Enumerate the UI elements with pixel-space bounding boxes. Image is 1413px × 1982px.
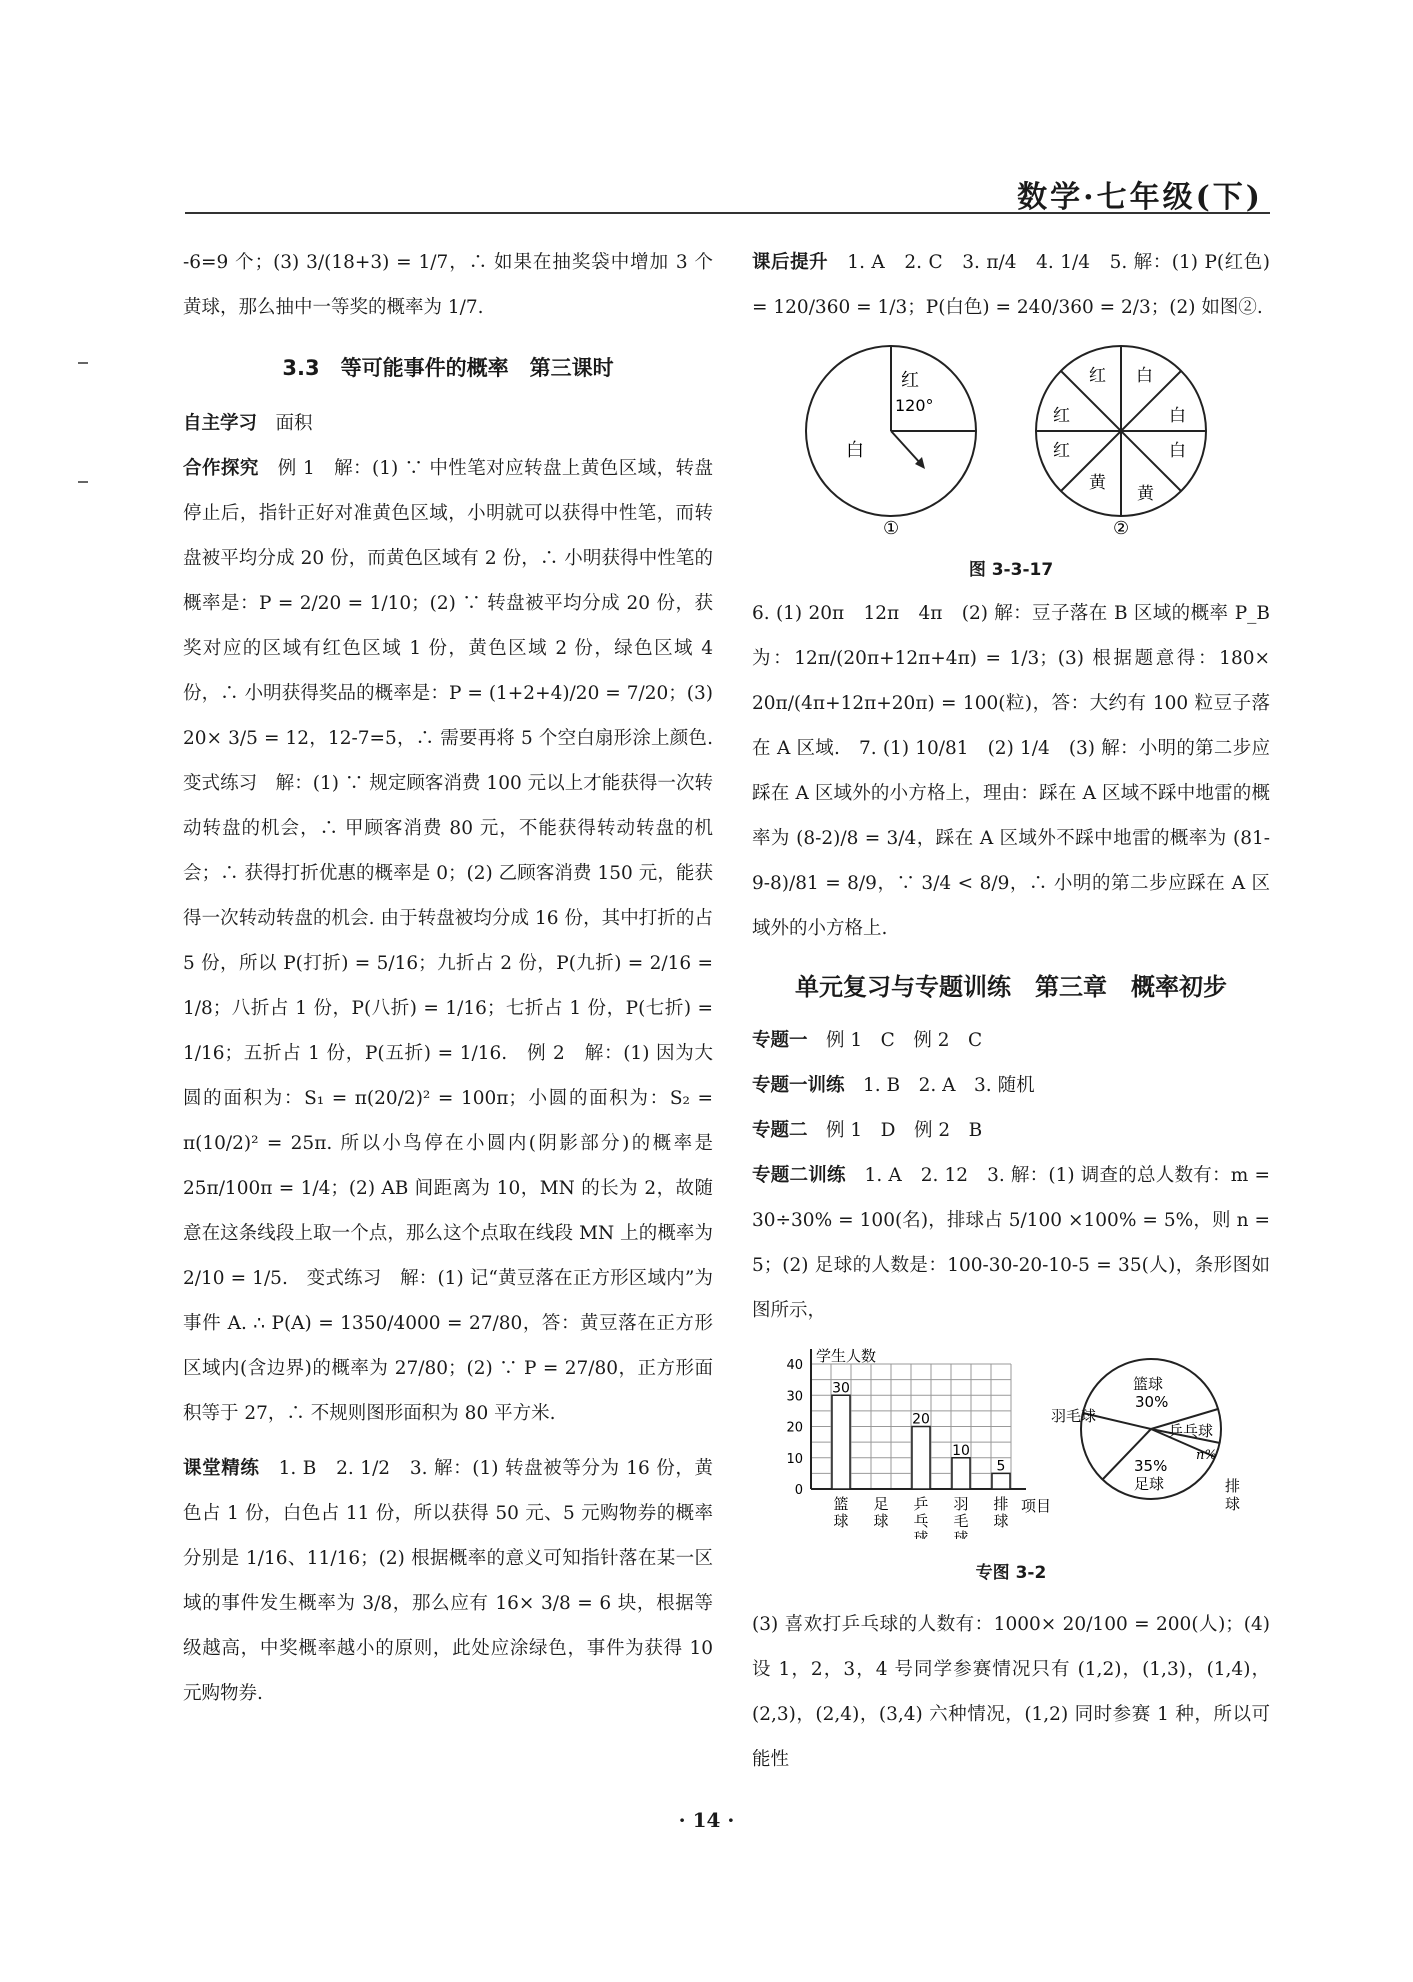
self-study-text: 面积 <box>257 413 313 434</box>
topic-1-text: 例 1 C 例 2 C <box>807 1030 983 1051</box>
bar-chart <box>786 1347 1051 1539</box>
spinner-2 <box>1036 346 1206 536</box>
x-tick-label: 足 <box>873 1495 889 1513</box>
x-tick-label: 球 <box>873 1512 889 1530</box>
chart-caption: 专图 3-2 <box>975 1563 1047 1583</box>
spinner-2-label: 白 <box>1169 406 1186 426</box>
spinner-1-angle: 120° <box>895 396 934 415</box>
spinner-figure <box>752 336 1270 553</box>
bar-value-label: 30 <box>832 1380 850 1397</box>
pie-label-basketball: 篮球 <box>1133 1375 1164 1393</box>
x-tick-label: 羽 <box>953 1495 969 1513</box>
section-title: 3.3 等可能事件的概率 第三课时 <box>282 356 614 380</box>
topic-1-label: 专题一 <box>752 1030 808 1051</box>
bar <box>952 1458 970 1489</box>
left-paragraph-2 <box>183 446 732 1436</box>
spinner-diagram <box>791 336 1231 536</box>
margin-mark <box>78 362 88 364</box>
label-classroom: 课堂精练 <box>183 1458 260 1479</box>
x-tick-label: 乒 <box>913 1495 929 1513</box>
statistics-figure <box>752 1339 1270 1556</box>
right-paragraph-1 <box>752 240 1270 330</box>
spinner-2-label: 白 <box>1169 441 1186 461</box>
header-rule <box>185 212 1270 214</box>
x-tick-label: 球 <box>913 1529 929 1539</box>
right-paragraph-end: (3) 喜欢打乒乓球的人数有：1000× 20/100 = 200(人)；(4) 设 1，2，3，4 号同学参赛情况只有 (1,2)，(1,3)，(1,4)，(2,3)，(2,4)，(3,4) 六种情况，(1,2) 同时参赛 1 种，所以可能性 <box>752 1614 1270 1770</box>
bar <box>992 1473 1010 1489</box>
bar <box>912 1427 930 1490</box>
cooperative-text: 例 1 解：(1) ∵ 中性笔对应转盘上黄色区域，转盘停止后，指针正好对准黄色区域，小明就可以获得中性笔，而转盘被平均分成 20 份，而黄色区域有 2 份，∴ 小明获得中性笔的概率是：P = 2/20 = 1/10；(2) ∵ 转盘被平均分成 20 份，获奖对应的区域有红色区域 1 份，黄色区域 2 份，绿色区域 4 份，∴ 小明获得奖品的概率是：P = (1+2+4)/20 = 7/20；(3) 20× 3/5 = 12，12-7=5，∴ 需要再将 5 个空白扇形涂上颜色. 变式练习 解：(1) ∵ 规定顾客消费 100 元以上才能获得一次转动转盘的机会，∴ 甲顾客消费 80 元，不能获得转动转盘的机会；∴ 获得打折优惠的概率是 0；(2) 乙顾客消费 150 元，能获得一次转动转盘的机会. 由于转盘被均分成 16 份，其中打折的占 5 份，所以 P(打折) = 5/16；九折占 2 份，P(九折) = 2/16 = 1/8；八折占 1 份，P(八折) = 1/16；七折占 1 份，P(七折) = 1/16；五折占 1 份，P(五折) = 1/16. 例 2 解：(1) 因为大圆的面积为：S₁ = π(20/2)² = 100π；小圆的面积为：S₂ = π(10/2)² = 25π. 所以小鸟停在小圆内(阴影部分)的概率是 25π/100π = 1/4；(2) AB 间距离为 10，MN 的长为 2，故随意在这条线段上取一个点，那么这个点取在线段 MN 上的概率为 2/10 = 1/5. 变式练习 解：(1) 记“黄豆落在正方形区域内”为事件 A. ∴ P(A) = 1350/4000 = 27/80，答：黄豆落在正方形区域内(含边界)的概率为 27/80；(2) ∵ P = 27/80，正方形面积等于 27，∴ 不规则图形面积为 80 平方米. <box>183 458 732 1424</box>
spinner-2-label: 红 <box>1053 406 1070 426</box>
y-axis-label: 学生人数 <box>816 1347 877 1365</box>
margin-mark <box>78 481 88 483</box>
spinner-2-number: ② <box>1113 518 1130 536</box>
after-class-text: 1. A 2. C 3. π/4 4. 1/4 5. 解：(1) P(红色) = 120/360 = 1/3；P(白色) = 240/360 = 2/3；(2) 如图②. <box>752 252 1270 318</box>
spinner-1-white: 白 <box>846 440 864 461</box>
figure-caption: 图 3-3-17 <box>968 560 1054 580</box>
label-cooperative: 合作探究 <box>183 458 259 479</box>
x-tick-label: 毛 <box>953 1512 969 1530</box>
y-tick-label: 10 <box>786 1451 803 1467</box>
bar <box>832 1395 850 1489</box>
pie-label-volleyball-2: 球 <box>1225 1495 1241 1513</box>
y-tick-label: 40 <box>786 1358 803 1373</box>
bar-value-label: 10 <box>952 1442 970 1459</box>
y-tick-label: 20 <box>786 1420 803 1436</box>
spinner-1-number: ① <box>883 518 900 536</box>
x-tick-label: 乓 <box>913 1512 929 1530</box>
topic-1-training-text: 1. B 2. A 3. 随机 <box>844 1075 1035 1096</box>
left-paragraph-0: -6=9 个；(3) 3/(18+3) = 1/7，∴ 如果在抽奖袋中增加 3 个黄球，那么抽中一等奖的概率为 1/7. <box>183 252 713 318</box>
label-self-study: 自主学习 <box>183 413 258 434</box>
topic-2 <box>752 1108 1270 1153</box>
x-tick-label: 球 <box>993 1512 1009 1530</box>
x-tick-label: 篮 <box>833 1495 849 1513</box>
pie-chart <box>1051 1359 1240 1513</box>
spinner-2-label: 白 <box>1136 366 1153 386</box>
classroom-text: 1. B 2. 1/2 3. 解：(1) 转盘被等分为 16 份，黄色占 1 份，白色占 11 份，所以获得 50 元、5 元购物券的概率分别是 1/16、11/16；(2) 根据概率的意义可知指针落在某一区域的事件发生概率为 3/8，那么应有 16× 3/8 = 6 块，根据等级越高，中奖概率越小的原则，此处应涂绿色，事件为获得 10 元购物券. <box>183 1458 713 1704</box>
spinner-2-label: 红 <box>1089 366 1106 386</box>
y-tick-label: 30 <box>786 1389 803 1405</box>
topic-1 <box>752 1018 1270 1063</box>
pie-label-basketball-pct: 30% <box>1135 1393 1169 1411</box>
pie-label-badminton: 羽毛球 <box>1051 1407 1097 1425</box>
topic-2-training-text: 1. A 2. 12 3. 解：(1) 调查的总人数有：m = 30÷30% = 100(名)，排球占 5/100 ×100% = 5%，则 n = 5；(2) 足球的人数是：100-30-20-10-5 = 35(人)，条形图如图所示， <box>752 1165 1270 1321</box>
page-number: · 14 · <box>678 1808 735 1832</box>
bar-value-label: 5 <box>996 1458 1006 1475</box>
pie-label-football-pct: 35% <box>1134 1457 1168 1475</box>
y-tick-label: 0 <box>794 1483 803 1498</box>
x-tick-label: 球 <box>833 1512 849 1530</box>
topic-2-training-label: 专题二训练 <box>752 1165 846 1186</box>
topic-2-text: 例 1 D 例 2 B <box>807 1120 983 1141</box>
spinner-1-pointer <box>891 431 921 464</box>
pie-label-n: n% <box>1196 1448 1217 1463</box>
header-title: 数学·七年级(下) <box>1017 180 1263 215</box>
topic-1-training <box>752 1063 1270 1108</box>
x-tick-label: 排 <box>993 1495 1009 1513</box>
x-tick-label: 球 <box>953 1529 969 1539</box>
left-column <box>183 240 732 1716</box>
label-after-class: 课后提升 <box>752 252 829 273</box>
left-paragraph-1 <box>183 401 713 446</box>
topic-2-training <box>752 1153 1270 1333</box>
right-column <box>752 240 1270 1782</box>
left-paragraph-3 <box>183 1446 713 1716</box>
spinner-2-label: 黄 <box>1137 484 1154 504</box>
spinner-1-red: 红 <box>901 370 919 391</box>
right-paragraph-2: 6. (1) 20π 12π 4π (2) 解：豆子落在 B 区域的概率 P_B 为：12π/(20π+12π+4π) = 1/3；(3) 根据题意得：180× 20π/(4π+12π+20π) = 100(粒)，答：大约有 100 粒豆子落在 A 区域. 7. (1) 10/81 (2) 1/4 (3) 解：小明的第二步应踩在 A 区域外的小方格上，理由：踩在 A 区域不踩中地雷的概率为 (8-2)/8 = 3/4，踩在 A 区域外不踩中地雷的概率为 (81-9-8)/81 = 8/9，∵ 3/4 < 8/9，∴ 小明的第二步应踩在 A 区域外的小方格上. <box>752 603 1270 939</box>
spinner-2-label: 黄 <box>1089 473 1106 493</box>
pie-label-pingpong: 乒乓球 <box>1168 1422 1214 1440</box>
pie-label-volleyball: 排 <box>1225 1477 1241 1495</box>
spinner-1 <box>806 346 976 536</box>
pie-label-football: 足球 <box>1134 1475 1165 1493</box>
chapter-title: 单元复习与专题训练 第三章 概率初步 <box>795 973 1227 1001</box>
bar-value-label: 20 <box>912 1411 930 1428</box>
topic-1-training-label: 专题一训练 <box>752 1075 845 1096</box>
spinner-2-label: 红 <box>1053 441 1070 461</box>
x-axis-label: 项目 <box>1021 1497 1052 1515</box>
bar-and-pie-chart <box>771 1339 1251 1539</box>
topic-2-label: 专题二 <box>752 1120 808 1141</box>
